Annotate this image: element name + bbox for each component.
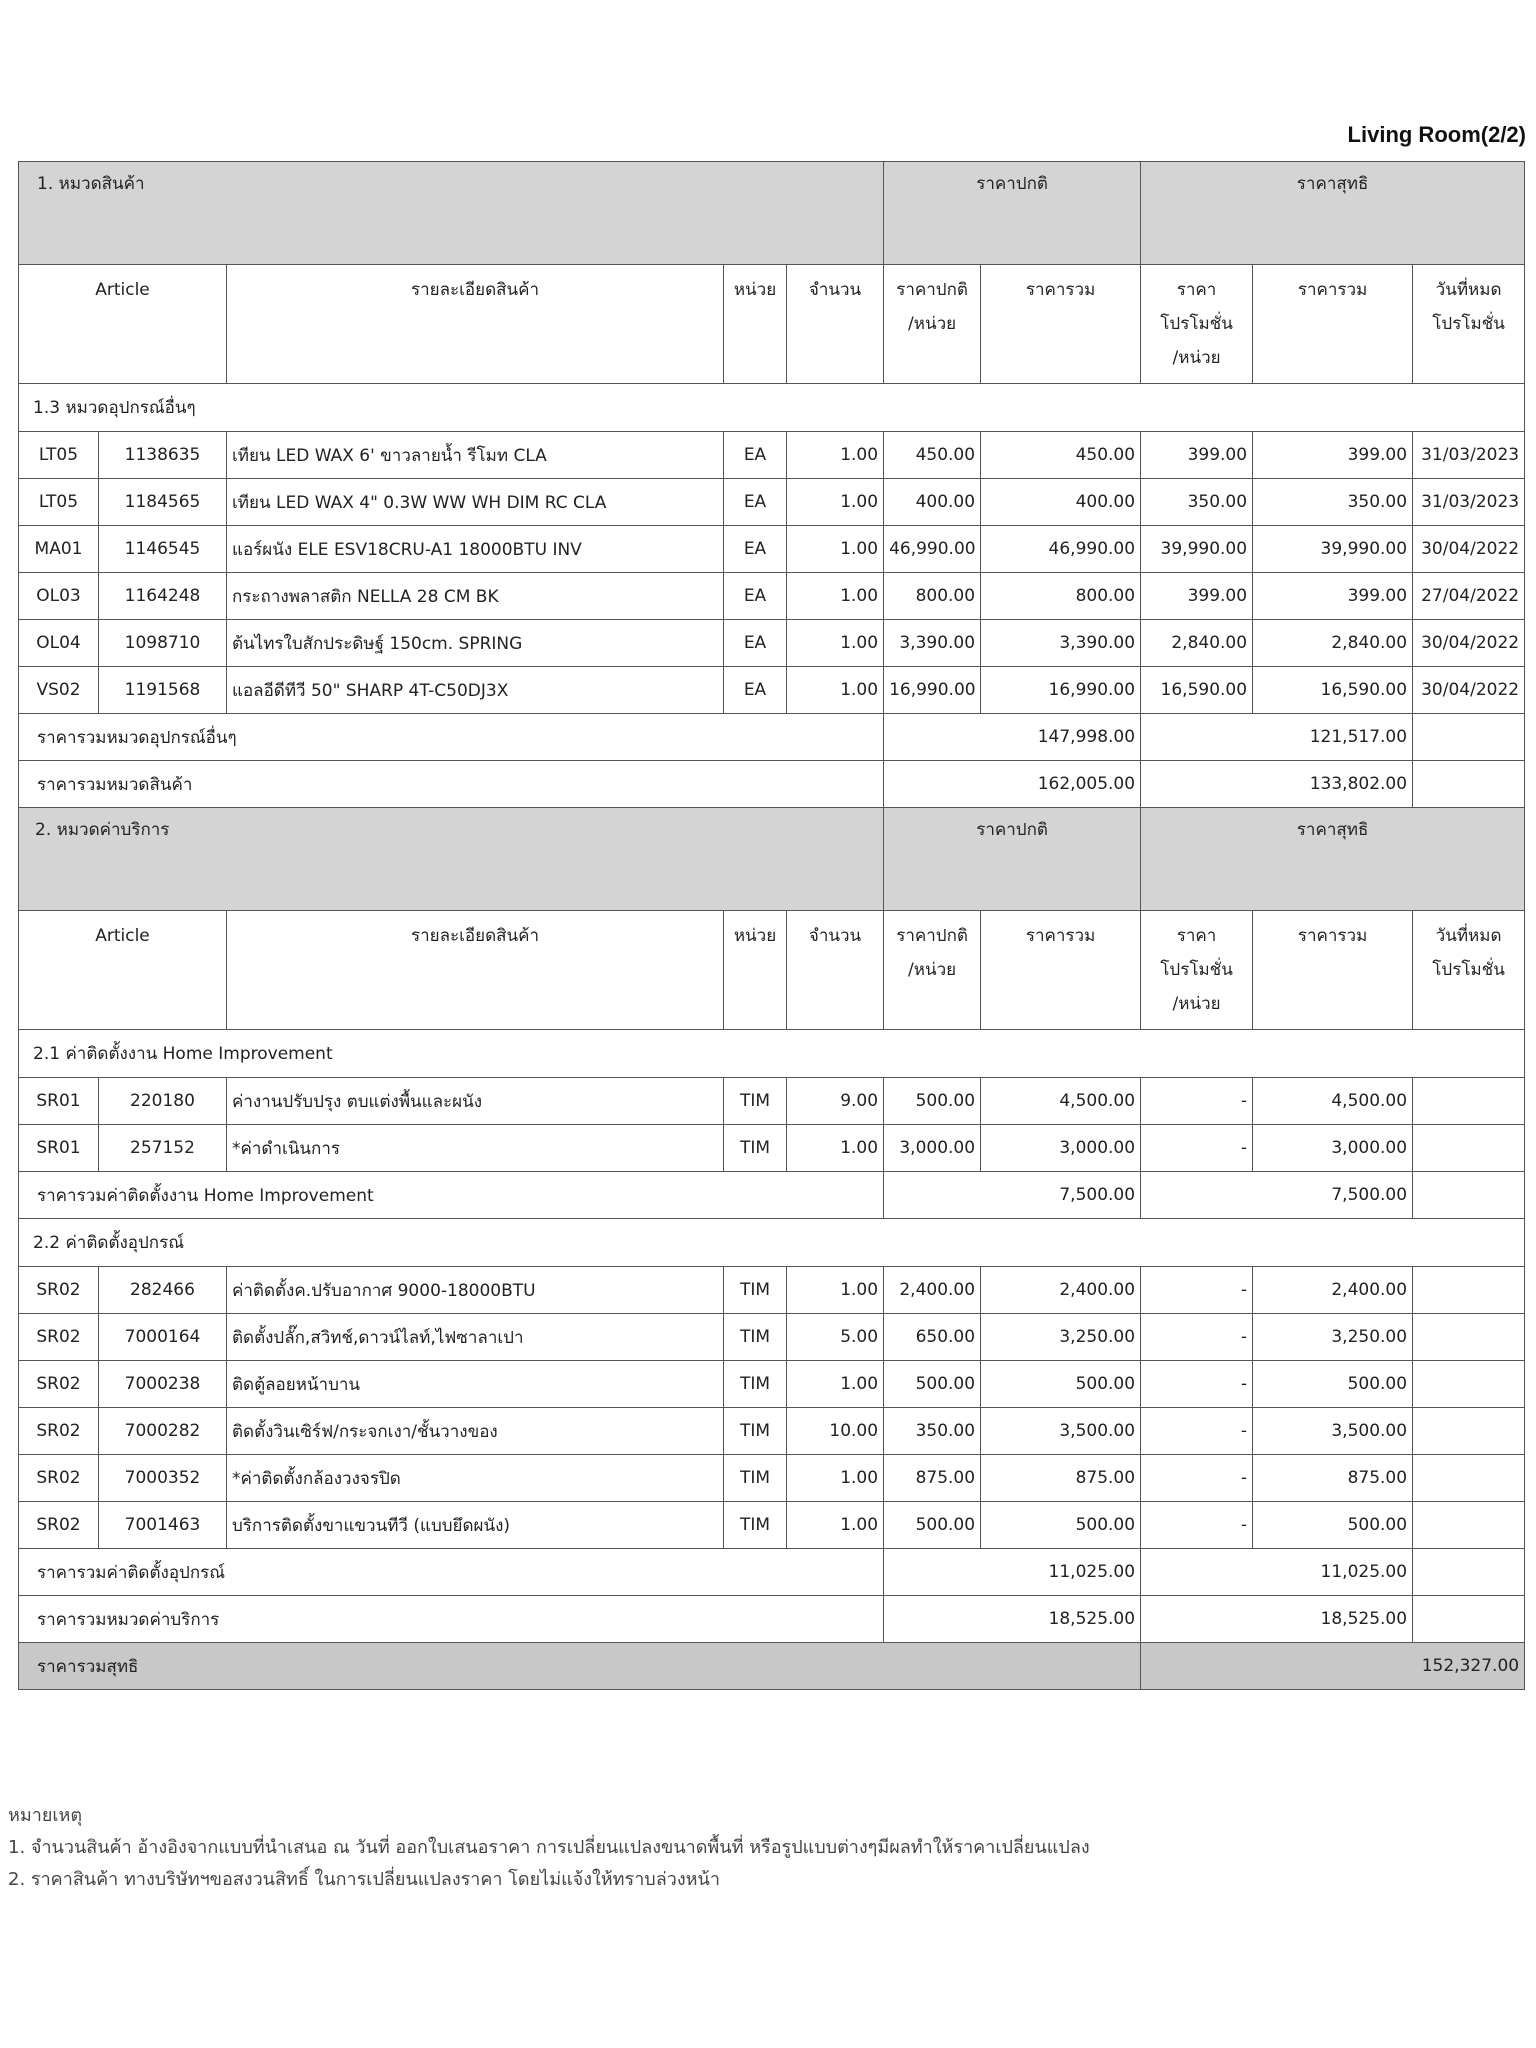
table-cell: - [1141, 1408, 1253, 1455]
table-cell: 11,025.00 [1141, 1549, 1413, 1596]
table-cell: 800.00 [884, 573, 981, 620]
table-cell: 1.00 [787, 1502, 884, 1549]
table-cell: LT05 [19, 479, 99, 526]
table-cell: 1.00 [787, 1455, 884, 1502]
table-cell: 46,990.00 [981, 526, 1141, 573]
table-cell: จำนวน [787, 911, 884, 1030]
table-cell: 1098710 [99, 620, 227, 667]
notes-line: 2. ราคาสินค้า ทางบริษัทฯขอสงวนสิทธิ์ ในการเปลี่ยนแปลงราคา โดยไม่แจ้งให้ทราบล่วงหน้า [8, 1869, 720, 1890]
table-cell: 350.00 [1141, 479, 1253, 526]
table-cell: 133,802.00 [1141, 761, 1413, 808]
table-cell: 1184565 [99, 479, 227, 526]
table-cell: 399.00 [1253, 573, 1413, 620]
table-cell: 3,000.00 [981, 1125, 1141, 1172]
table-cell: 7000238 [99, 1361, 227, 1408]
table-cell: 1.00 [787, 432, 884, 479]
grand-total-label: ราคารวมสุทธิ [19, 1643, 1141, 1690]
col-promo: ราคา โปรโมชั่น /หน่วย [1141, 265, 1253, 384]
table-cell: ติดตู้ลอยหน้าบาน [227, 1361, 724, 1408]
table-cell: LT05 [19, 432, 99, 479]
table-cell: บริการติดตั้งขาแขวนทีวี (แบบยึดผนัง) [227, 1502, 724, 1549]
table-cell: 16,590.00 [1141, 667, 1253, 714]
col-promo-end: วันที่หมด โปรโมชั่น [1413, 265, 1525, 384]
section2-net-price: ราคาสุทธิ [1141, 808, 1525, 911]
table-cell: SR02 [19, 1361, 99, 1408]
table-cell: เทียน LED WAX 4" 0.3W WW WH DIM RC CLA [227, 479, 724, 526]
table-cell: 3,250.00 [981, 1314, 1141, 1361]
table-row [19, 1502, 1525, 1549]
table-cell: 1146545 [99, 526, 227, 573]
table-cell: 3,500.00 [981, 1408, 1141, 1455]
table-cell: 30/04/2022 [1413, 526, 1525, 573]
table-cell: 3,000.00 [884, 1125, 981, 1172]
table-cell: ติดตั้งวินเซิร์ฟ/กระจกเงา/ชั้นวางของ [227, 1408, 724, 1455]
table-cell: 1191568 [99, 667, 227, 714]
table-row [19, 1408, 1525, 1455]
table-cell: ราคารวมหมวดค่าบริการ [19, 1596, 884, 1643]
table-cell [1413, 1314, 1525, 1361]
table-cell: 400.00 [884, 479, 981, 526]
section1-net-price: ราคาสุทธิ [1141, 162, 1525, 265]
table-cell: 162,005.00 [884, 761, 1141, 808]
table-cell: 650.00 [884, 1314, 981, 1361]
table-cell: 121,517.00 [1141, 714, 1413, 761]
table-cell: ราคา โปรโมชั่น /หน่วย [1141, 911, 1253, 1030]
table-cell: 4,500.00 [1253, 1078, 1413, 1125]
table-cell: SR01 [19, 1125, 99, 1172]
table-cell: 2,400.00 [1253, 1267, 1413, 1314]
table-cell: 2,400.00 [981, 1267, 1141, 1314]
table-cell: ราคารวม [1253, 911, 1413, 1030]
table-cell: - [1141, 1455, 1253, 1502]
table-cell: Article [19, 911, 227, 1030]
col-description: รายละเอียดสินค้า [227, 265, 724, 384]
table-cell [1413, 1078, 1525, 1125]
table-cell: 4,500.00 [981, 1078, 1141, 1125]
table-row [19, 1078, 1525, 1125]
table-cell: 1.00 [787, 1267, 884, 1314]
table-cell: 2,400.00 [884, 1267, 981, 1314]
table-cell: วันที่หมด โปรโมชั่น [1413, 911, 1525, 1030]
notes-line: 1. จำนวนสินค้า อ้างอิงจากแบบที่นำเสนอ ณ วันที่ ออกใบเสนอราคา การเปลี่ยนแปลงขนาดพื้นที่ หรือรูปแบบต่างๆมีผลทำให้ราคาเปลี่ยนแปลง [8, 1837, 1090, 1858]
table-cell: 875.00 [1253, 1455, 1413, 1502]
table-row [19, 1267, 1525, 1314]
table-cell: 7000282 [99, 1408, 227, 1455]
table-cell: แอร์ผนัง ELE ESV18CRU-A1 18000BTU INV [227, 526, 724, 573]
table-cell: ราคาปกติ /หน่วย [884, 911, 981, 1030]
table-row [19, 479, 1525, 526]
table-cell: SR02 [19, 1455, 99, 1502]
subsection-header [19, 384, 1525, 432]
table-cell: EA [724, 573, 787, 620]
table-cell [1413, 1549, 1525, 1596]
table-cell: ราคารวมค่าติดตั้งงาน Home Improvement [19, 1172, 884, 1219]
table-cell: 1.00 [787, 667, 884, 714]
table-cell: 30/04/2022 [1413, 667, 1525, 714]
table-cell: 147,998.00 [884, 714, 1141, 761]
table-cell: 2.1 ค่าติดตั้งงาน Home Improvement [19, 1030, 1525, 1078]
table-cell: เทียน LED WAX 6' ขาวลายน้ำ รีโมท CLA [227, 432, 724, 479]
notes-title: หมายเหตุ [8, 1805, 83, 1826]
col-qty: จำนวน [787, 265, 884, 384]
table-cell: 7,500.00 [884, 1172, 1141, 1219]
table-cell [1413, 1596, 1525, 1643]
table-cell: TIM [724, 1314, 787, 1361]
column-header-row [19, 265, 1525, 384]
table-cell: 5.00 [787, 1314, 884, 1361]
table-cell: 1.00 [787, 1361, 884, 1408]
table-cell: 450.00 [884, 432, 981, 479]
table-cell: - [1141, 1078, 1253, 1125]
table-cell: 500.00 [1253, 1502, 1413, 1549]
section1-title: 1. หมวดสินค้า [19, 162, 884, 265]
table-cell: 500.00 [981, 1502, 1141, 1549]
table-row [19, 1455, 1525, 1502]
table-cell: 399.00 [1141, 432, 1253, 479]
col-promo-total: ราคารวม [1253, 265, 1413, 384]
table-cell: 350.00 [884, 1408, 981, 1455]
table-row [19, 432, 1525, 479]
table-cell: 500.00 [884, 1361, 981, 1408]
table-cell: 18,525.00 [884, 1596, 1141, 1643]
table-cell: TIM [724, 1502, 787, 1549]
table-cell: 27/04/2022 [1413, 573, 1525, 620]
col-article: Article [19, 265, 227, 384]
subsection-header [19, 1219, 1525, 1267]
table-cell: 3,500.00 [1253, 1408, 1413, 1455]
table-cell: 3,390.00 [981, 620, 1141, 667]
table-cell: SR01 [19, 1078, 99, 1125]
table-cell: - [1141, 1125, 1253, 1172]
table-cell: SR02 [19, 1502, 99, 1549]
table-cell [1413, 1361, 1525, 1408]
table-cell: OL04 [19, 620, 99, 667]
table-cell: 16,590.00 [1253, 667, 1413, 714]
table-cell: SR02 [19, 1314, 99, 1361]
table-cell: 1.00 [787, 479, 884, 526]
table-cell: TIM [724, 1267, 787, 1314]
table-cell: ราคารวมหมวดสินค้า [19, 761, 884, 808]
table-row [19, 1125, 1525, 1172]
table-cell: 31/03/2023 [1413, 479, 1525, 526]
section2-header [19, 808, 1525, 911]
table-cell: 1.00 [787, 620, 884, 667]
table-cell: - [1141, 1502, 1253, 1549]
section2-title: 2. หมวดค่าบริการ [19, 808, 884, 911]
table-cell: 46,990.00 [884, 526, 981, 573]
table-cell: 875.00 [981, 1455, 1141, 1502]
table-cell: 1.3 หมวดอุปกรณ์อื่นๆ [19, 384, 1525, 432]
table-cell: OL03 [19, 573, 99, 620]
table-row [19, 1361, 1525, 1408]
table-cell: 10.00 [787, 1408, 884, 1455]
subtotal-row [19, 1549, 1525, 1596]
table-cell: 500.00 [1253, 1361, 1413, 1408]
table-cell: SR02 [19, 1408, 99, 1455]
section-total-row [19, 1596, 1525, 1643]
table-cell: ต้นไทรใบสักประดิษฐ์ 150cm. SPRING [227, 620, 724, 667]
table-cell: 3,250.00 [1253, 1314, 1413, 1361]
table-cell: - [1141, 1267, 1253, 1314]
section2-normal-price: ราคาปกติ [884, 808, 1141, 911]
table-cell: 500.00 [981, 1361, 1141, 1408]
table-row [19, 620, 1525, 667]
table-row [19, 526, 1525, 573]
table-cell: 400.00 [981, 479, 1141, 526]
table-cell: แอลอีดีทีวี 50" SHARP 4T-C50DJ3X [227, 667, 724, 714]
table-cell [1413, 1502, 1525, 1549]
table-cell: 39,990.00 [1253, 526, 1413, 573]
table-cell: ติดตั้งปลั๊ก,สวิทช์,ดาวน์ไลท์,ไฟซาลาเปา [227, 1314, 724, 1361]
table-cell: EA [724, 432, 787, 479]
table-cell: 7,500.00 [1141, 1172, 1413, 1219]
table-cell: TIM [724, 1408, 787, 1455]
table-cell: *ค่าดำเนินการ [227, 1125, 724, 1172]
section1-header [19, 162, 1525, 265]
table-cell: ราคารวมค่าติดตั้งอุปกรณ์ [19, 1549, 884, 1596]
table-cell: 7000352 [99, 1455, 227, 1502]
table-cell: ราคารวมหมวดอุปกรณ์อื่นๆ [19, 714, 884, 761]
table-cell: 2,840.00 [1253, 620, 1413, 667]
table-cell: - [1141, 1314, 1253, 1361]
subsection-header [19, 1030, 1525, 1078]
quotation-table [18, 161, 1525, 1690]
table-cell: EA [724, 620, 787, 667]
table-cell [1413, 714, 1525, 761]
table-cell: ค่าติดตั้งค.ปรับอากาศ 9000-18000BTU [227, 1267, 724, 1314]
table-cell: *ค่าติดตั้งกล้องวงจรปิด [227, 1455, 724, 1502]
section1-normal-price: ราคาปกติ [884, 162, 1141, 265]
table-cell: 257152 [99, 1125, 227, 1172]
table-cell: ราคารวม [981, 911, 1141, 1030]
table-cell: 1.00 [787, 1125, 884, 1172]
table-cell: 450.00 [981, 432, 1141, 479]
table-cell: MA01 [19, 526, 99, 573]
table-cell [1413, 1267, 1525, 1314]
table-cell: 1.00 [787, 526, 884, 573]
table-row [19, 1314, 1525, 1361]
table-cell: 39,990.00 [1141, 526, 1253, 573]
table-cell: 7001463 [99, 1502, 227, 1549]
table-cell: TIM [724, 1125, 787, 1172]
grand-total-value: 152,327.00 [1141, 1643, 1525, 1690]
table-cell: 3,390.00 [884, 620, 981, 667]
table-cell: EA [724, 479, 787, 526]
table-cell: TIM [724, 1078, 787, 1125]
table-cell: TIM [724, 1361, 787, 1408]
table-cell: EA [724, 667, 787, 714]
section-total-row [19, 761, 1525, 808]
col-unit-price: ราคาปกติ /หน่วย [884, 265, 981, 384]
table-cell: 16,990.00 [884, 667, 981, 714]
column-header-row [19, 911, 1525, 1030]
table-cell: 800.00 [981, 573, 1141, 620]
table-cell: 350.00 [1253, 479, 1413, 526]
table-cell [1413, 761, 1525, 808]
table-cell: 2,840.00 [1141, 620, 1253, 667]
table-cell: TIM [724, 1455, 787, 1502]
table-cell [1413, 1125, 1525, 1172]
page-label: Living Room(2/2) [1347, 122, 1526, 147]
table-cell: 11,025.00 [884, 1549, 1141, 1596]
col-total: ราคารวม [981, 265, 1141, 384]
table-cell [1413, 1172, 1525, 1219]
table-cell: 18,525.00 [1141, 1596, 1413, 1643]
table-cell: 875.00 [884, 1455, 981, 1502]
table-cell [1413, 1408, 1525, 1455]
grand-total-row [19, 1643, 1525, 1690]
table-cell: VS02 [19, 667, 99, 714]
table-cell: 30/04/2022 [1413, 620, 1525, 667]
table-cell: 1164248 [99, 573, 227, 620]
table-cell: 3,000.00 [1253, 1125, 1413, 1172]
col-unit: หน่วย [724, 265, 787, 384]
table-row [19, 573, 1525, 620]
table-cell: EA [724, 526, 787, 573]
subtotal-row [19, 1172, 1525, 1219]
table-cell: รายละเอียดสินค้า [227, 911, 724, 1030]
table-cell: 1.00 [787, 573, 884, 620]
table-cell: ค่างานปรับปรุง ตบแต่งพื้นและผนัง [227, 1078, 724, 1125]
table-cell: 500.00 [884, 1502, 981, 1549]
table-cell: 1138635 [99, 432, 227, 479]
table-cell: 16,990.00 [981, 667, 1141, 714]
table-cell: - [1141, 1361, 1253, 1408]
subtotal-row [19, 714, 1525, 761]
table-cell: 9.00 [787, 1078, 884, 1125]
table-cell: 2.2 ค่าติดตั้งอุปกรณ์ [19, 1219, 1525, 1267]
table-cell: 399.00 [1253, 432, 1413, 479]
notes [8, 1800, 1090, 1896]
table-cell: 7000164 [99, 1314, 227, 1361]
table-row [19, 667, 1525, 714]
table-cell [1413, 1455, 1525, 1502]
table-cell: 31/03/2023 [1413, 432, 1525, 479]
table-cell: หน่วย [724, 911, 787, 1030]
table-cell: 500.00 [884, 1078, 981, 1125]
table-cell: SR02 [19, 1267, 99, 1314]
table-cell: 220180 [99, 1078, 227, 1125]
table-cell: 282466 [99, 1267, 227, 1314]
table-cell: 399.00 [1141, 573, 1253, 620]
table-cell: กระถางพลาสติก NELLA 28 CM BK [227, 573, 724, 620]
